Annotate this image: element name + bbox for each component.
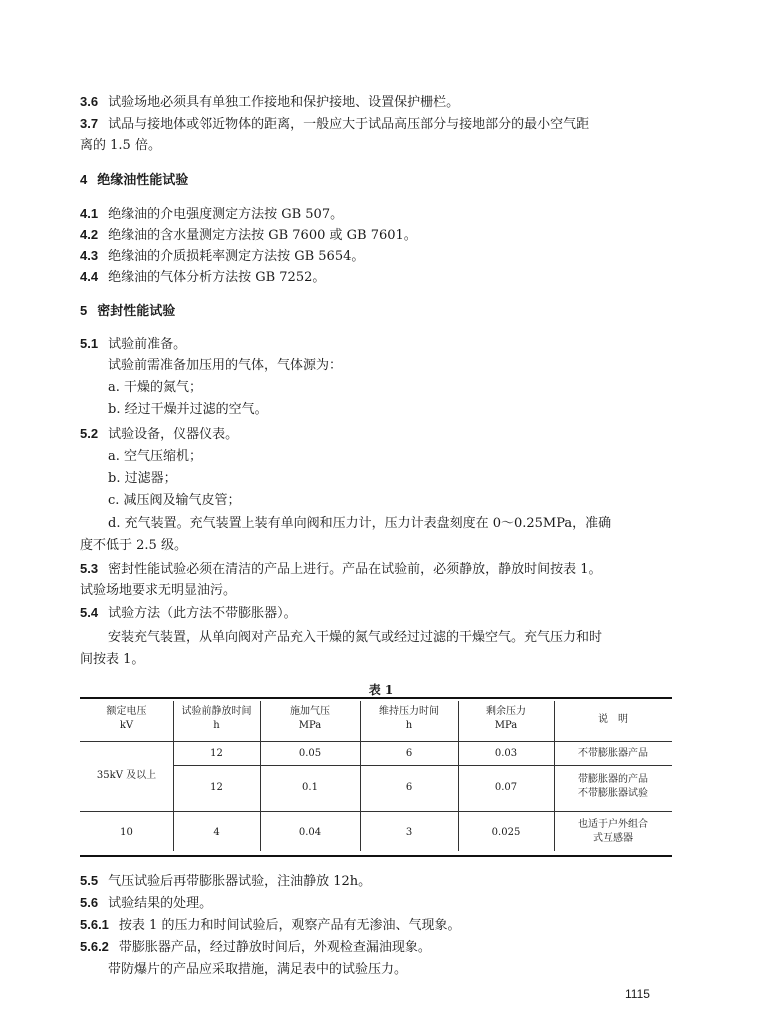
- cell-note: [554, 773, 672, 801]
- clause-number: 4.1: [80, 206, 99, 221]
- clause-text: 绝缘油的含水量测定方法按 GB 7600 或 GB 7601。: [108, 228, 417, 243]
- clause-text: 带膨胀器产品，经过静放时间后，外观检查漏油现象。: [118, 940, 431, 955]
- clause-5-6-1: [80, 917, 460, 934]
- header-pressure: [260, 705, 360, 733]
- clause-5-1-line: 试验前需准备加压用的气体，气体源为：: [108, 358, 343, 373]
- cell-rest: 4: [213, 827, 220, 838]
- cell-pressure: 0.05: [298, 748, 322, 759]
- table-top-rule: [80, 697, 672, 699]
- clause-5-3: [80, 561, 601, 578]
- section-4-heading: [80, 172, 188, 189]
- cell-residual: 0.025: [491, 827, 521, 838]
- clause-5-1: [80, 336, 186, 353]
- header-line: 试验前静放时间: [181, 706, 252, 717]
- cell-hold: 6: [405, 782, 413, 793]
- table-caption: 表 1: [368, 683, 394, 697]
- cell-pressure: 0.04: [298, 827, 322, 838]
- header-residual: [458, 705, 554, 733]
- clause-4-1: [80, 206, 343, 223]
- clause-text: 试验设备，仪器仪表。: [108, 427, 239, 442]
- clause-number: 5.6.1: [80, 917, 109, 932]
- header-note: [554, 713, 672, 727]
- header-hold-time: [360, 705, 458, 733]
- clause-5-3-cont: 试验场地要求无明显油污。: [80, 583, 237, 598]
- cell-residual: 0.03: [494, 748, 518, 759]
- section-title: 密封性能试验: [97, 304, 176, 319]
- header-line: 剩余压力: [486, 706, 526, 717]
- cell-note: [554, 818, 672, 846]
- list-item-b: b. 过滤器；: [108, 471, 177, 486]
- clause-text: 按表 1 的压力和时间试验后，观察产品有无渗油、气现象。: [118, 918, 461, 933]
- clause-number: 5.4: [80, 605, 99, 620]
- clause-number: 5.3: [80, 561, 99, 576]
- clause-text: 气压试验后再带膨胀器试验，注油静放 12h。: [108, 874, 372, 889]
- cell-rest: 12: [210, 748, 223, 759]
- cell-hold: 3: [405, 827, 413, 838]
- list-item-a: a. 空气压缩机；: [108, 449, 203, 464]
- cell-hold: 6: [405, 748, 413, 759]
- header-rest-time: [173, 705, 260, 733]
- clause-5-4-line: 安装充气装置，从单向阀对产品充入干燥的氮气或经过过滤的干燥空气。充气压力和时: [108, 630, 603, 645]
- header-voltage: [80, 705, 173, 733]
- header-unit: kV: [119, 720, 134, 731]
- header-line: 额定电压: [106, 706, 147, 717]
- table-bottom-rule: [80, 855, 672, 857]
- clause-number: 4.4: [80, 269, 99, 284]
- clause-text: 试验结果的处理。: [108, 896, 213, 911]
- clause-5-6-2-line: 带防爆片的产品应采取措施，满足表中的试验压力。: [108, 962, 408, 977]
- clause-number: 5.6: [80, 895, 99, 910]
- header-unit: h: [213, 720, 220, 731]
- cell-note-line: 不带膨胀器试验: [578, 788, 648, 799]
- clause-text: 试验前准备。: [108, 337, 187, 352]
- cell-pressure: 0.1: [302, 782, 318, 793]
- clause-text: 绝缘油的介质损耗率测定方法按 GB 5654。: [108, 249, 365, 264]
- header-unit: MPa: [494, 720, 518, 731]
- cell-residual: 0.07: [494, 782, 518, 793]
- section-number: 5: [80, 303, 88, 318]
- clause-3-7-cont: 离的 1.5 倍。: [80, 138, 161, 153]
- clause-number: 3.7: [80, 116, 99, 131]
- clause-3-7: [80, 116, 589, 133]
- clause-number: 5.1: [80, 336, 99, 351]
- clause-5-5: [80, 873, 371, 890]
- cell-note: 不带膨胀器产品: [578, 748, 648, 759]
- clause-3-6: [80, 94, 459, 111]
- cell-rest: 12: [210, 782, 223, 793]
- clause-5-6-2: [80, 939, 431, 956]
- clause-5-2: [80, 426, 238, 443]
- clause-5-4-cont: 间按表 1。: [80, 652, 145, 667]
- cell-note-line: 带膨胀器的产品: [578, 774, 648, 785]
- section-title: 绝缘油性能试验: [97, 173, 189, 188]
- clause-number: 5.6.2: [80, 939, 109, 954]
- table-row-line: [173, 765, 672, 766]
- header-unit: h: [405, 720, 413, 731]
- clause-text: 绝缘油的介电强度测定方法按 GB 507。: [108, 207, 344, 222]
- header-line: 维持压力时间: [379, 706, 439, 717]
- header-line: 施加气压: [290, 706, 330, 717]
- clause-number: 5.5: [80, 873, 99, 888]
- table-header-line: [80, 741, 672, 742]
- table-1: [80, 697, 672, 857]
- list-item-c: c. 减压阀及输气皮管；: [108, 493, 241, 508]
- section-number: 4: [80, 172, 88, 187]
- list-item-a: a. 干燥的氮气；: [108, 380, 203, 395]
- clause-number: 4.3: [80, 248, 99, 263]
- clause-text: 绝缘油的气体分析方法按 GB 7252。: [108, 270, 326, 285]
- clause-number: 3.6: [80, 94, 99, 109]
- cell-voltage-35kv: 35kV 及以上: [96, 770, 157, 781]
- clause-4-2: [80, 227, 417, 244]
- cell-note-line: 也适于户外组合: [578, 819, 648, 830]
- page-number: 1115: [625, 987, 650, 1001]
- clause-text: 密封性能试验必须在清洁的产品上进行。产品在试验前，必须静放，静放时间按表 1。: [108, 562, 602, 577]
- clause-4-3: [80, 248, 364, 265]
- clause-5-6: [80, 895, 212, 912]
- header-unit: MPa: [298, 720, 322, 731]
- clause-4-4: [80, 269, 325, 286]
- list-item-b: b. 经过干燥并过滤的空气。: [108, 402, 268, 417]
- cell-voltage-10kv: 10: [120, 827, 133, 838]
- list-item-d-cont: 度不低于 2.5 级。: [80, 538, 187, 553]
- clause-text: 试验方法（此方法不带膨胀器）。: [108, 606, 297, 621]
- section-5-heading: [80, 303, 175, 320]
- clause-number: 4.2: [80, 227, 99, 242]
- cell-note-line: 式互感器: [593, 833, 633, 844]
- clause-5-4: [80, 605, 297, 622]
- table-row-line: [80, 811, 672, 812]
- clause-number: 5.2: [80, 426, 99, 441]
- header-line: 说 明: [598, 714, 628, 725]
- clause-text: 试品与接地体或邻近物体的距离，一般应大于试品高压部分与接地部分的最小空气距: [108, 117, 590, 132]
- list-item-d: d. 充气装置。充气装置上装有单向阀和压力计，压力计表盘刻度在 0～0.25MPa，准确: [108, 516, 612, 531]
- clause-text: 试验场地必须具有单独工作接地和保护接地、设置保护栅栏。: [108, 95, 460, 110]
